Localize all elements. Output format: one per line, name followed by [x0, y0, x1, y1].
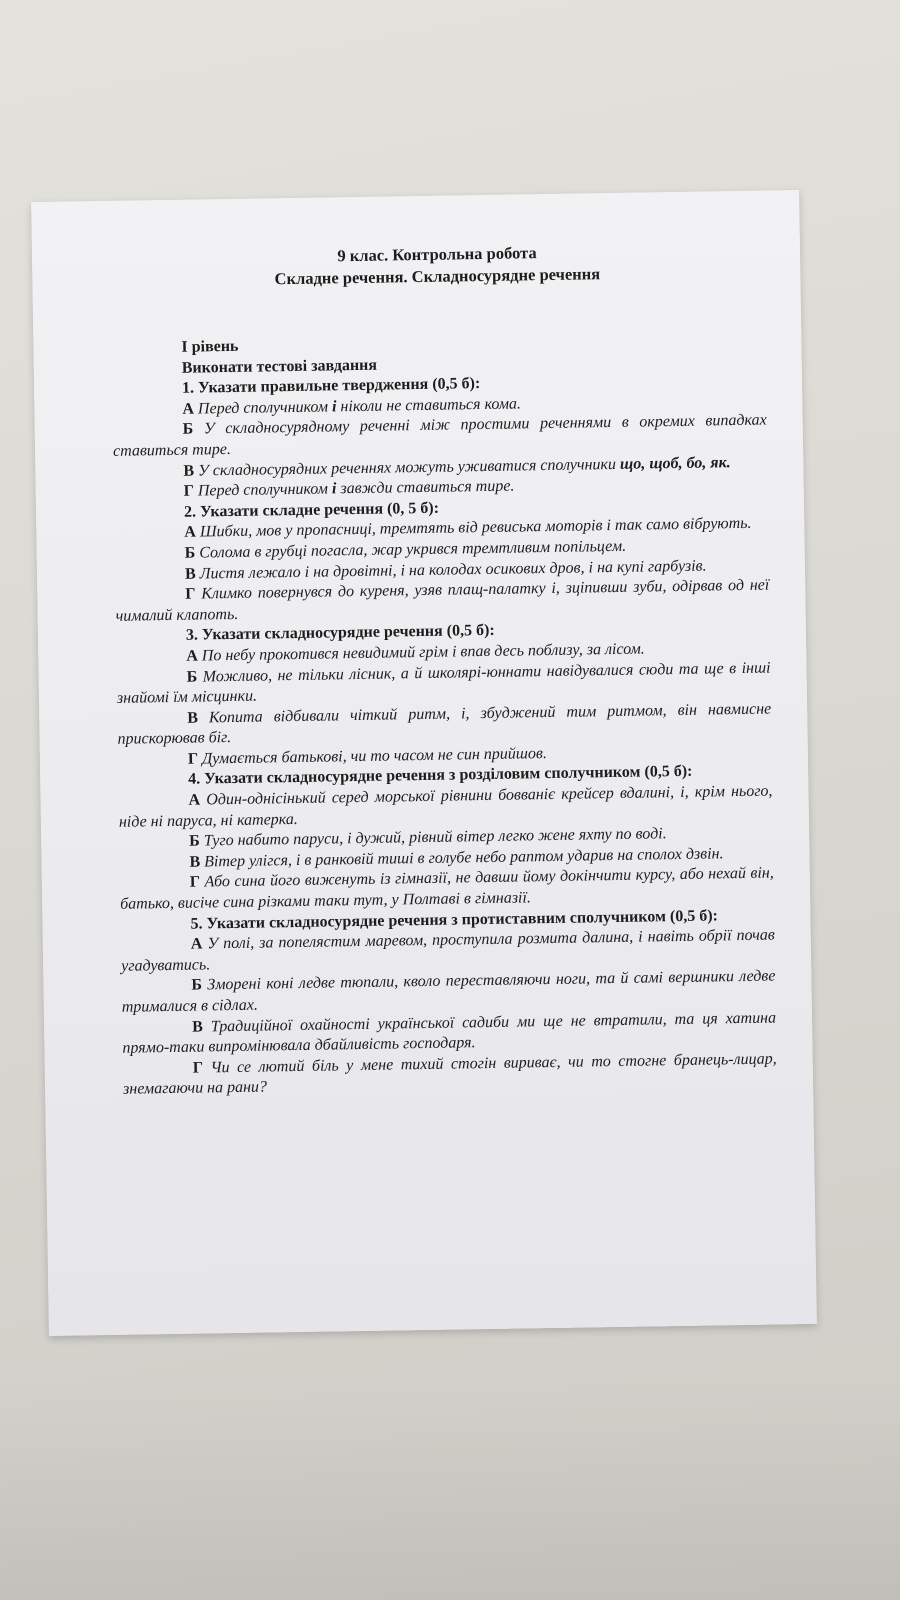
option-text: Думається батькові, чи то часом не син прийшов.: [201, 744, 548, 768]
option-text: Солома в грубці погасла, жар укрився тремтливим попільцем.: [199, 537, 627, 562]
option-letter: Б: [184, 544, 196, 562]
option-text: Або сина його виженуть із гімназії, не давши йому докінчити курсу, або нехай він, батько, висіче сина різками таки тут, у Полтаві в гімназії.: [120, 864, 774, 913]
option-letter: Б: [182, 420, 194, 439]
option-text: По небу прокотився невидимий грім і впав десь поблизу, за лісом.: [201, 640, 645, 665]
questions-list: [112, 370, 777, 1101]
option-letter: Г: [189, 873, 201, 892]
option-letter: В: [184, 565, 196, 583]
document-content: [110, 239, 777, 1101]
option-text-tail: завжди ставиться тире.: [336, 477, 515, 498]
option-letter: Б: [191, 976, 203, 995]
option-letter: В: [183, 462, 195, 480]
option-text: У полі, за попелястим маревом, проступила розмита далина, і навіть обрії почав угадуватись.: [121, 926, 775, 975]
option-text: Один-однісінький серед морської рівнини бовваніє крейсер вдалині, і, крім нього, ніде ні паруса, ні катерка.: [118, 782, 773, 831]
option-text: Зморені коні ледве тюпали, кволо переставляючи ноги, та й самі вершники ледве трималися в сідлах.: [121, 967, 776, 1016]
instruction-heading: Виконати тестові завдання: [181, 356, 378, 377]
option-letter: Г: [185, 585, 196, 603]
option-text: Перед сполучником: [197, 398, 333, 418]
question-title: 2. Указати складне речення (0, 5 б):: [183, 499, 440, 521]
question-title: 5. Указати складносурядне речення з протиставним сполучником (0,5 б):: [190, 907, 719, 933]
option-letter: В: [189, 853, 201, 871]
option-emphasis: що, щоб, бо, як.: [619, 453, 731, 473]
option-letter: А: [186, 647, 198, 665]
level-heading: І рівень: [181, 337, 239, 356]
option-letter: А: [190, 935, 203, 953]
option-text: Климко повернувся до куреня, узяв плащ-палатку і, зціпивши зуби, одірвав од неї чималий клапоть.: [115, 576, 770, 625]
question-block: [114, 493, 770, 627]
question-title: 1. Указати правильне твердження (0,5 б):: [181, 375, 481, 397]
option-letter: Г: [192, 1059, 204, 1077]
title-line-2: Складне речення. Складносурядне речення: [274, 264, 601, 289]
option-text: Туго набито паруси, і дужий, рівний вітер легко жене яхту по воді.: [203, 825, 667, 850]
option-text: У складносурядних реченнях можуть уживатися сполучники: [197, 455, 621, 480]
option-text: Можливо, не тільки лісник, а й школярі-юннати навідувалися сюди та ще в інші знайомі їм місцинки.: [116, 659, 771, 707]
option-letter: А: [182, 400, 195, 418]
option-letter: Б: [186, 668, 198, 686]
option-text: Вітер улігся, і в ранковій тиші в голубе небо раптом ударив на сполох дзвін.: [204, 845, 724, 871]
option-letter: Г: [187, 750, 199, 768]
question-block: [120, 905, 777, 1101]
option-letter: А: [188, 791, 201, 809]
paper-sheet: [31, 190, 817, 1336]
option-letter: А: [184, 523, 197, 542]
title-line-1: 9 клас. Контрольна робота: [337, 243, 537, 266]
option-text: У складносурядному реченні між простими реченнями в окремих випадках ставиться тире.: [112, 411, 767, 460]
question-block: [118, 761, 774, 915]
question-block: [116, 617, 772, 771]
option-text-tail: ніколи не ставиться кома.: [336, 395, 522, 416]
option-text: Традиційної охайності української садиби ми ще не втратили, та ця хатина прямо-таки випромінювала дбайливість господаря.: [122, 1009, 777, 1057]
option-emphasis: і: [331, 398, 337, 416]
option-text: Чи се лютий біль у мене тихий стогін вириває, чи то стогне бранець-лицар, знемагаючи на рани?: [122, 1050, 777, 1099]
option-text: Шибки, мов у пропасниці, тремтять від ревиська моторів і так само вібрують.: [199, 515, 752, 541]
option-emphasis: і: [331, 480, 337, 498]
question-title: 4. Указати складносурядне речення з розділовим сполучником (0,5 б):: [188, 763, 693, 789]
option-text: Копита відбивали чіткий ритм, і, збуджений тим ритмом, він навмисне прискорював біг.: [117, 700, 772, 749]
question-title: 3. Указати складносурядне речення (0,5 б):: [185, 622, 495, 645]
option-letter: Г: [183, 482, 195, 500]
floor-shadow: [0, 1380, 900, 1600]
option-letter: В: [187, 709, 199, 727]
option-text: Листя лежало і на дровітні, і на колодах осикових дров, і на купі гарбузів.: [199, 557, 707, 583]
option-letter: Б: [189, 832, 200, 850]
question-block: [112, 370, 768, 504]
option-text: Перед сполучником: [197, 480, 333, 500]
option-letter: В: [191, 1018, 203, 1036]
